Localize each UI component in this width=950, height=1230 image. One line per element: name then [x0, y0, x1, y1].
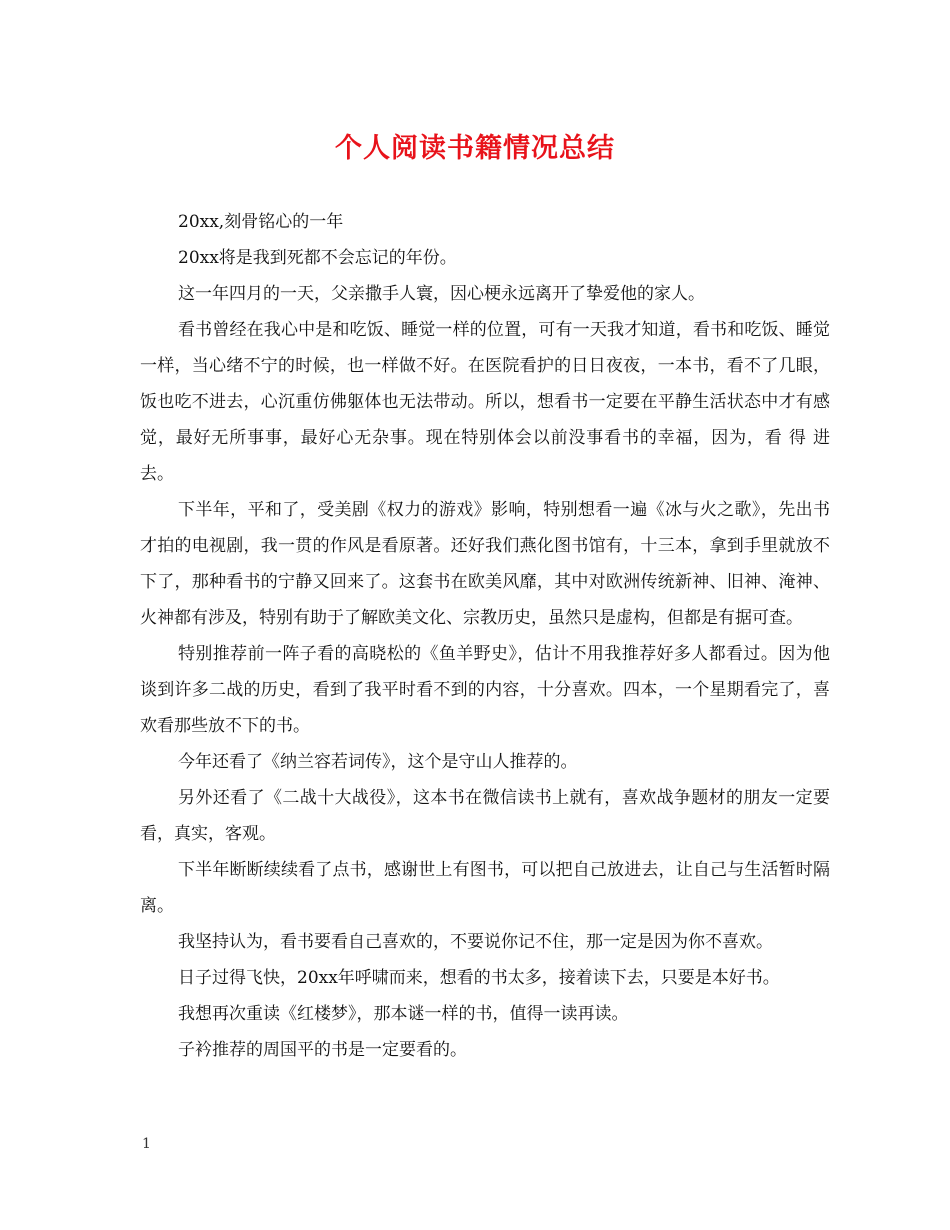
paragraph: 20xx将是我到死都不会忘记的年份。	[178, 248, 457, 268]
paragraph: 下半年，平和了，受美剧《权力的游戏》影响，特别想看一遍《冰与火之歌》，先出书才拍的电视剧，我一贯的作风是看原著。还好我们燕化图书馆有，十三本，拿到手里就放不下了，那种看书的宁静又回来了。这套书在欧美风靡，其中对欧洲传统新神、旧神、淹神、火神都有涉及，特别有助于了解欧美文化、宗教历史，虽然只是虚构，但都是有据可查。	[140, 500, 830, 628]
paragraph: 下半年断断续续看了点书，感谢世上有图书，可以把自己放进去，让自己与生活暂时隔离。	[140, 860, 830, 916]
paragraph: 今年还看了《纳兰容若词传》，这个是守山人推荐的。	[178, 752, 578, 772]
paragraph: 子衿推荐的周国平的书是一定要看的。	[178, 1040, 467, 1060]
document-title: 个人阅读书籍情况总结	[335, 133, 615, 164]
paragraph: 看书曾经在我心中是和吃饭、睡觉一样的位置，可有一天我才知道，看书和吃饭、睡觉一样，当心绪不宁的时候，也一样做不好。在医院看护的日日夜夜，一本书，看不了几眼，饭也吃不进去，心沉重仿佛躯体也无法带动。所以，想看书一定要在平静生活状态中才有感觉，最好无所事事，最好心无杂事。现在特别体会以前没事看书的幸福，因为，看 得 进 去。	[140, 320, 830, 484]
paragraph: 日子过得飞快，20xx年呼啸而来，想看的书太多，接着读下去，只要是本好书。	[178, 968, 780, 988]
paragraph: 特别推荐前一阵子看的高晓松的《鱼羊野史》，估计不用我推荐好多人都看过。因为他谈到许多二战的历史，看到了我平时看不到的内容，十分喜欢。四本，一个星期看完了，喜欢看那些放不下的书。	[140, 644, 830, 736]
paragraph: 我想再次重读《红楼梦》，那本谜一样的书，值得一读再读。	[178, 1004, 629, 1024]
document-body	[140, 204, 830, 1068]
paragraph: 另外还看了《二战十大战役》，这本书在微信读书上就有，喜欢战争题材的朋友一定要看，真实，客观。	[140, 788, 830, 844]
paragraph: 我坚持认为，看书要看自己喜欢的，不要说你记不住，那一定是因为你不喜欢。	[178, 932, 773, 952]
page-number: 1	[142, 1136, 151, 1152]
paragraph: 这一年四月的一天，父亲撒手人寰，因心梗永远离开了挚爱他的家人。	[178, 284, 705, 304]
paragraph: 20xx,刻骨铭心的一年	[178, 212, 344, 232]
